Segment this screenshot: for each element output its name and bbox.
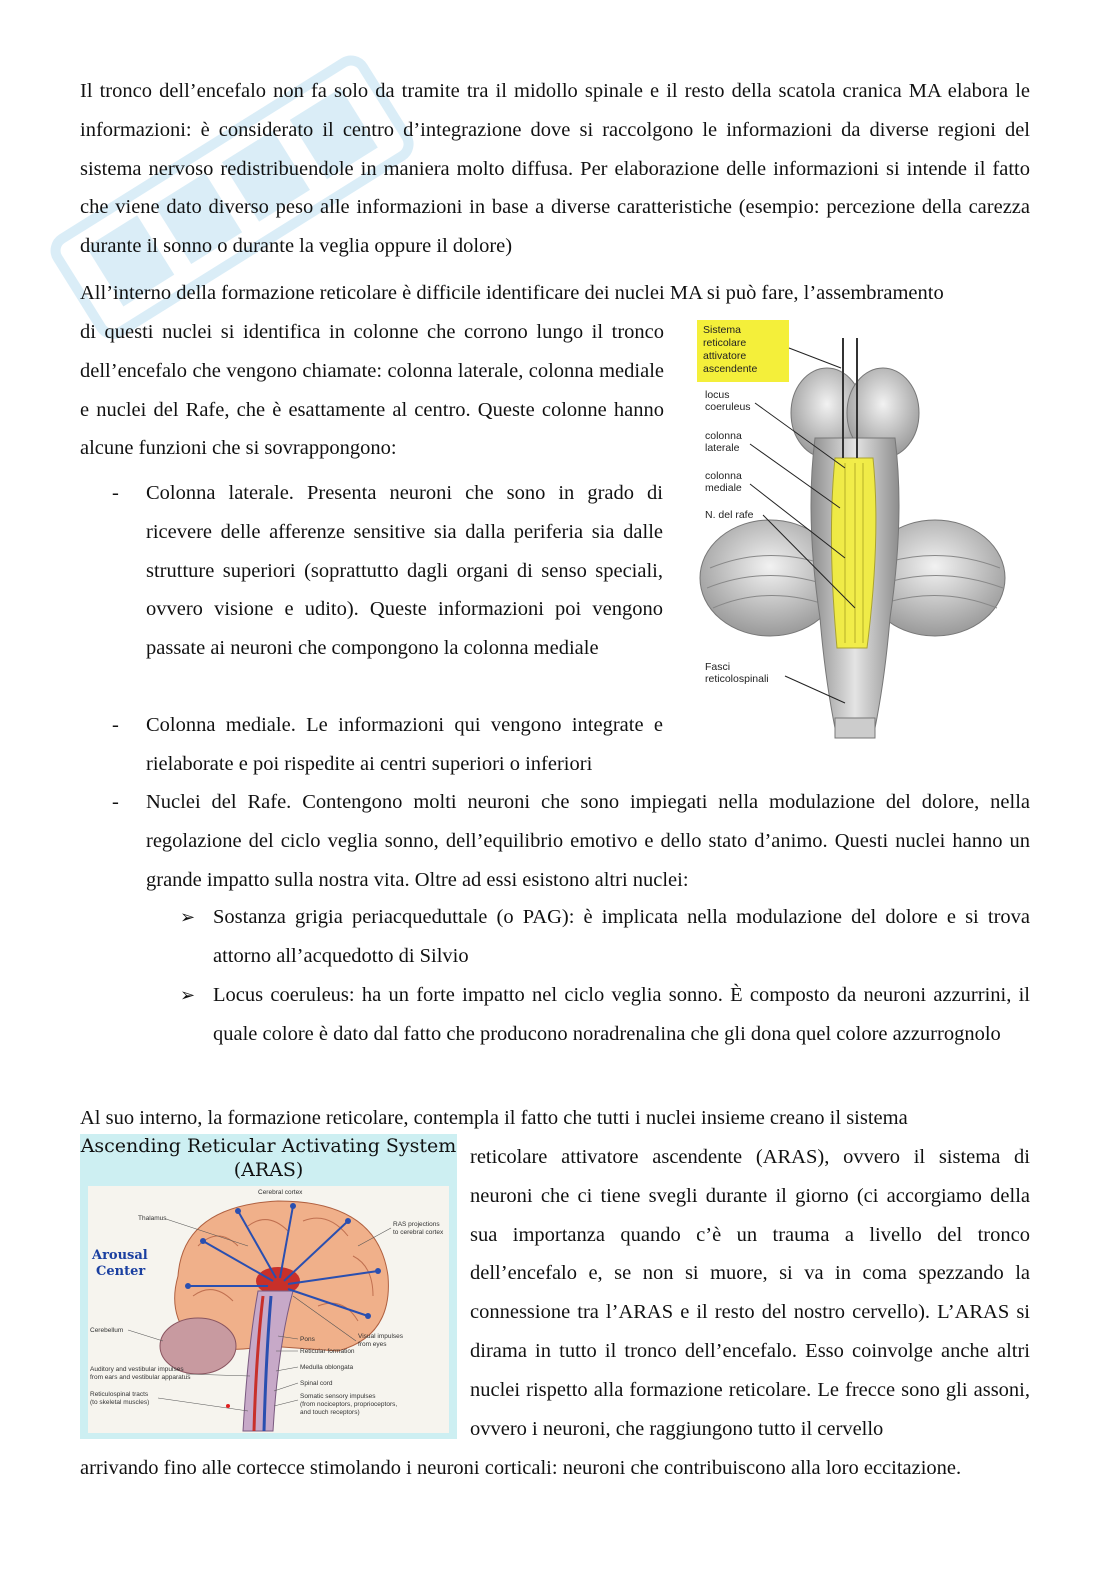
label-reticolare: reticolare bbox=[703, 337, 747, 349]
aras-brain-diagram bbox=[88, 1186, 449, 1433]
paragraph-aras-line1: Al suo interno, la formazione reticolare, contempla il fatto che tutti i nuclei insieme creano il sistema bbox=[80, 1107, 908, 1129]
label-rafe: N. del rafe bbox=[705, 509, 754, 521]
label-coeruleus: coeruleus bbox=[705, 401, 751, 413]
arousal-label-line1: Arousal bbox=[92, 1248, 148, 1263]
label-colonna-lat: colonna bbox=[705, 430, 742, 442]
sublist-item-locus-coeruleus: Locus coeruleus: ha un forte impatto nel ciclo veglia sonno. È composto da neuroni azzurrini, il quale colore è dato dal fatto che producono noradrenalina che gli dona quel colore azzurrognolo bbox=[213, 984, 1030, 1045]
list-item-colonna-laterale: Colonna laterale. Presenta neuroni che sono in grado di ricevere delle afferenze sensitive sia dalla periferia sia dalle strutture superiori (soprattutto dagli organi di senso speciali, ovvero visione e udito). Queste informazioni poi vengono passate ai neuroni che compongono la colonna mediale bbox=[146, 482, 663, 660]
label-mediale: mediale bbox=[705, 482, 742, 494]
label-spinal: Spinal cord bbox=[300, 1380, 333, 1387]
label-attivatore: attivatore bbox=[703, 350, 747, 362]
label-somatic-3: and touch receptors) bbox=[300, 1409, 360, 1416]
label-thalamus: Thalamus bbox=[138, 1215, 167, 1222]
arrow-bullet-icon: ➢ bbox=[180, 985, 196, 1005]
label-reticolospinali: reticolospinali bbox=[705, 673, 769, 685]
paragraph-aras-last: arrivando fino alle cortecce stimolando i neuroni corticali: neuroni che contribuiscono alla loro eccitazione. bbox=[80, 1457, 962, 1479]
label-ras-proj-1: RAS projections bbox=[393, 1221, 440, 1228]
label-retspinal-1: Reticulospinal tracts bbox=[90, 1391, 149, 1398]
arrow-bullet-icon: ➢ bbox=[180, 907, 196, 927]
arousal-label-line2: Center bbox=[96, 1264, 146, 1279]
paragraph-aras-wrap: reticolare attivatore ascendente (ARAS), ovvero il sistema di neuroni che ci tiene svegli durante il giorno (ci accorgiamo della sua importanza quando c’è un trauma a livello del tronco dell’encefalo e, se non si muore, si va in coma spezzando la connessione tra l’ARAS e il resto del nostro cervello). L’ARAS si dirama in tutto il tronco dell’encefalo. Esso coinvolge anche altri nuclei rispetto alla formazione reticolare. Le frecce sono gli assoni, ovvero i neuroni, che raggiungono tutto il cervello bbox=[470, 1146, 1030, 1440]
arousal-center-label bbox=[92, 1248, 148, 1280]
aras-title-line2: (ARAS) bbox=[233, 1159, 304, 1181]
label-visual-1: Visual impulses bbox=[358, 1333, 404, 1340]
list-dash: - bbox=[112, 791, 119, 813]
label-visual-2: from eyes bbox=[358, 1341, 387, 1348]
list-item-colonna-mediale: Colonna mediale. Le informazioni qui vengono integrate e rielaborate e poi rispedite ai centri superiori o inferiori bbox=[146, 714, 663, 775]
paragraph-reticular-line1: All’interno della formazione reticolare è difficile identificare dei nuclei MA si può fare, l’assembramento bbox=[80, 282, 944, 304]
label-somatic-1: Somatic sensory impulses bbox=[300, 1393, 376, 1400]
list-item-nuclei-rafe: Nuclei del Rafe. Contengono molti neuroni che sono impiegati nella modulazione del dolore, nella regolazione del ciclo veglia sonno, dell’equilibrio emotivo e dello stato d’animo. Questi nuclei hanno un grande impatto sulla nostra vita. Oltre ad essi esistono altri nuclei: bbox=[146, 791, 1030, 891]
label-locus: locus bbox=[705, 389, 730, 401]
aras-title-line1: Ascending Reticular Activating System bbox=[80, 1135, 457, 1157]
label-medulla: Medulla oblongata bbox=[300, 1364, 354, 1371]
label-fasci: Fasci bbox=[705, 661, 731, 673]
sublist-item-pag: Sostanza grigia periacqueduttale (o PAG): è implicata nella modulazione del dolore e si trova attorno all’acquedotto di Silvio bbox=[213, 906, 1030, 967]
label-reticular: Reticular formation bbox=[300, 1348, 355, 1355]
list-dash: - bbox=[112, 482, 119, 504]
label-retspinal-2: (to skeletal muscles) bbox=[90, 1399, 150, 1406]
paragraph-intro: Il tronco dell’encefalo non fa solo da tramite tra il midollo spinale e il resto della scatola cranica MA elabora le informazioni: è considerato il centro d’integrazione dove si raccolgono le informazioni da diverse regioni del sistema nervoso redistribuendole in maniera molto diffusa. Per elaborazione delle informazioni si intende il fatto che viene dato diverso peso alle informazioni in base a diverse caratteristiche (esempio: percezione della carezza durante il sonno o durante la veglia oppure il dolore) bbox=[80, 80, 1030, 258]
label-auditory-2: from ears and vestibular apparatus bbox=[90, 1374, 191, 1381]
paragraph-reticular-rest: di questi nuclei si identifica in colonne che corrono lungo il tronco dell’encefalo che vengono chiamate: colonna laterale, colonna mediale e nuclei del Rafe, che è esattamente al centro. Queste colonne hanno alcune funzioni che si sovrappongono: bbox=[80, 321, 664, 460]
label-laterale: laterale bbox=[705, 442, 740, 454]
label-colonna-med: colonna bbox=[705, 470, 742, 482]
label-sistema: Sistema bbox=[703, 324, 741, 336]
brainstem-figure bbox=[695, 318, 1007, 743]
label-cerebral-cortex: Cerebral cortex bbox=[258, 1189, 303, 1196]
label-ascendente: ascendente bbox=[703, 363, 758, 375]
label-pons: Pons bbox=[300, 1336, 315, 1343]
list-dash: - bbox=[112, 714, 119, 736]
label-auditory-1: Auditory and vestibular impulses bbox=[90, 1366, 184, 1373]
label-somatic-2: (from nociceptors, proprioceptors, bbox=[300, 1401, 398, 1408]
label-ras-proj-2: to cerebral cortex bbox=[393, 1229, 444, 1236]
aras-figure-title bbox=[80, 1134, 457, 1182]
aras-figure-panel bbox=[88, 1186, 449, 1433]
label-cerebellum: Cerebellum bbox=[90, 1327, 124, 1334]
aras-figure bbox=[80, 1134, 457, 1439]
